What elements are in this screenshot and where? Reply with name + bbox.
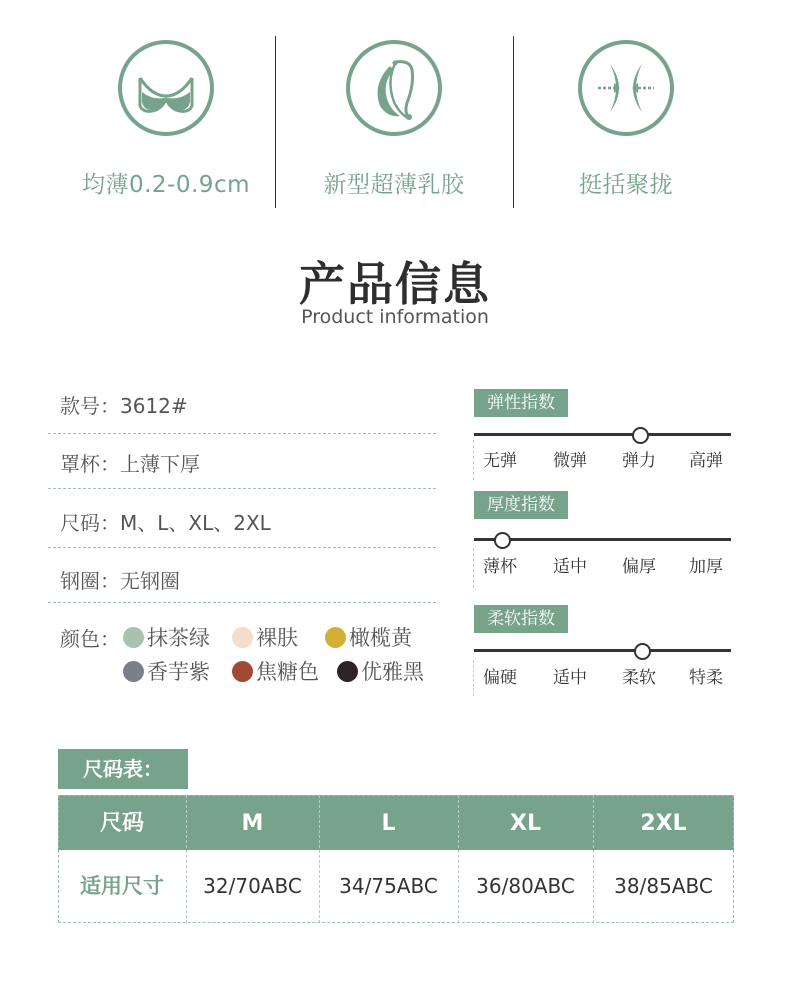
feature-label: 挺括聚拢 — [579, 172, 673, 198]
cup-type: 罩杯：上薄下厚 — [60, 452, 200, 476]
color-option — [325, 622, 412, 652]
thin-bra-cup-icon — [122, 44, 210, 132]
header-cell: XL — [510, 811, 541, 836]
color-name: 抹茶绿 — [147, 626, 210, 650]
scale-option: 高弹 — [689, 451, 723, 471]
color-name: 焦糖色 — [256, 660, 319, 684]
color-swatch — [123, 661, 144, 682]
header-cell: 2XL — [640, 811, 687, 836]
elasticity-scale-line — [474, 433, 731, 436]
model-number: 款号：3612# — [60, 394, 188, 418]
feature-push-up — [511, 40, 741, 199]
color-option — [337, 656, 424, 686]
size-chart-tag: 尺码表： — [58, 749, 188, 789]
divider — [275, 36, 276, 208]
scale-option: 薄杯 — [483, 557, 517, 577]
feature-label: 均薄0.2-0.9cm — [81, 172, 250, 198]
color-swatch — [325, 627, 346, 648]
color-name: 裸肤 — [256, 626, 298, 650]
color-option — [123, 622, 210, 652]
page-subtitle: Product information — [301, 306, 489, 328]
color-name: 香芋紫 — [147, 660, 210, 684]
feature-label: 新型超薄乳胶 — [323, 172, 465, 198]
table-cell: 36/80ABC — [476, 874, 575, 898]
scale-option: 适中 — [553, 557, 587, 577]
row-divider — [48, 433, 436, 434]
color-swatch — [337, 661, 358, 682]
color-label: 颜色： — [60, 627, 120, 651]
feature-latex — [279, 40, 509, 199]
header-cell: L — [381, 811, 396, 836]
feature-circle — [346, 40, 442, 136]
scale-option: 柔软 — [622, 668, 656, 688]
row-divider — [48, 602, 436, 603]
table-cell: 38/85ABC — [614, 874, 713, 898]
color-option — [232, 656, 319, 686]
color-swatch — [232, 661, 253, 682]
table-cell: 34/75ABC — [339, 874, 438, 898]
scale-option: 无弹 — [483, 451, 517, 471]
softness-scale-knob — [634, 643, 651, 660]
row-label-cell: 适用尺寸 — [80, 874, 164, 898]
scale-option: 偏厚 — [622, 557, 656, 577]
header-cell: 尺码 — [99, 811, 144, 836]
color-option — [232, 622, 298, 652]
color-swatch — [123, 627, 144, 648]
push-up-arrows-icon — [582, 44, 670, 132]
thickness-scale-line — [474, 538, 731, 541]
color-option — [123, 656, 210, 686]
elasticity-index-tag: 弹性指数 — [474, 389, 568, 417]
feature-thin — [51, 40, 281, 199]
table-border — [58, 795, 734, 923]
scale-option: 偏硬 — [483, 668, 517, 688]
softness-index-tag: 柔软指数 — [474, 605, 568, 633]
scale-option: 适中 — [553, 668, 587, 688]
underwire: 钢圈：无钢圈 — [60, 569, 180, 593]
color-swatch — [232, 627, 253, 648]
page-title: 产品信息 — [299, 257, 491, 311]
product-info-list — [48, 384, 436, 694]
color-name: 橄榄黄 — [349, 626, 412, 650]
row-divider — [48, 547, 436, 548]
scale-option: 特柔 — [689, 668, 723, 688]
row-divider — [48, 488, 436, 489]
scale-option: 弹力 — [622, 451, 656, 471]
thickness-scale-knob — [494, 532, 511, 549]
elasticity-scale-knob — [632, 427, 649, 444]
softness-scale-line — [474, 649, 731, 652]
size-list: 尺码：M、L、XL、2XL — [60, 511, 271, 535]
header-cell: M — [241, 811, 264, 836]
size-table — [58, 795, 734, 923]
latex-cup-icon — [350, 44, 438, 132]
color-name: 优雅黑 — [361, 660, 424, 684]
thickness-index-tag: 厚度指数 — [474, 491, 568, 519]
table-cell: 32/70ABC — [203, 874, 302, 898]
feature-circle — [578, 40, 674, 136]
scale-option: 微弹 — [553, 451, 587, 471]
feature-circle — [118, 40, 214, 136]
scale-option: 加厚 — [689, 557, 723, 577]
